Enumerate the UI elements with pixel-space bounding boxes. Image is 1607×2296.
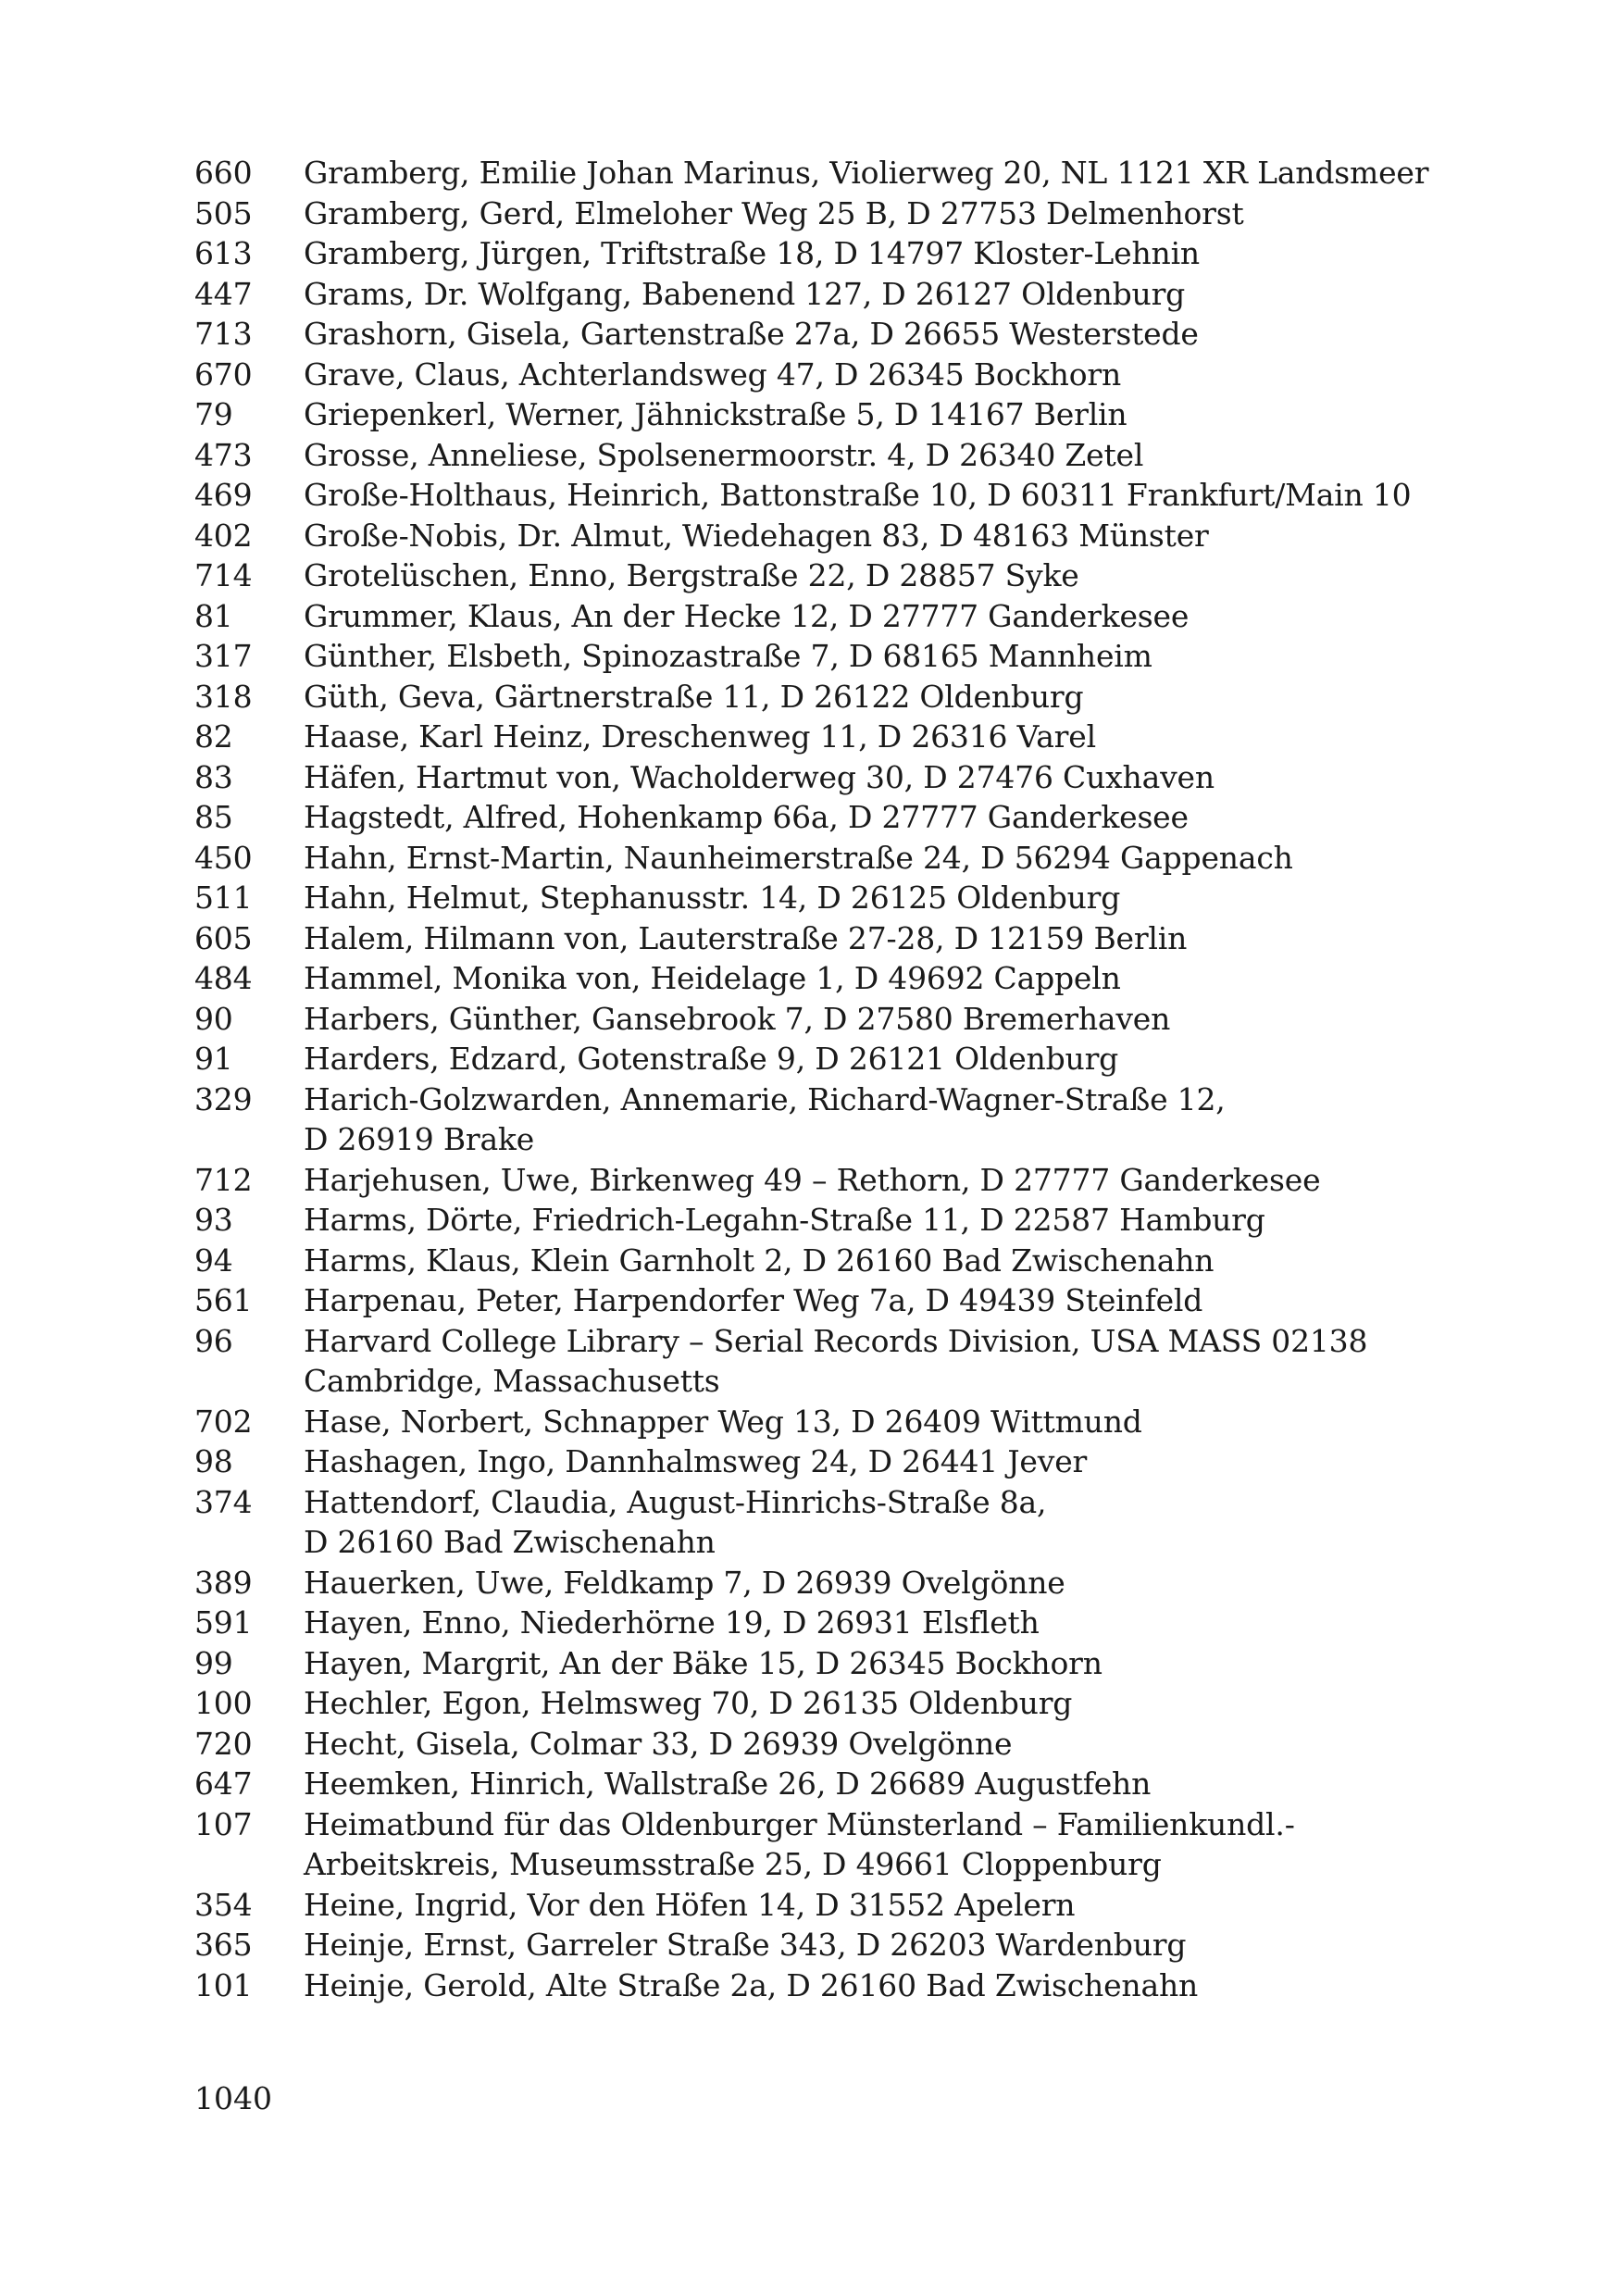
entry-address-line: Große-Nobis, Dr. Almut, Wiedehagen 83, D 48163 Münster	[304, 517, 1209, 554]
entry-address	[304, 274, 1472, 315]
entry-address-line: Grashorn, Gisela, Gartenstraße 27a, D 26655 Westerstede	[304, 316, 1199, 352]
entry-address-line: Harbers, Günther, Gansebrook 7, D 27580 Bremerhaven	[304, 1000, 1171, 1037]
entry-address-line: Harjehusen, Uwe, Birkenweg 49 – Rethorn, D 27777 Ganderkesee	[304, 1161, 1321, 1198]
entry-address-line: Heine, Ingrid, Vor den Höfen 14, D 31552 Apelern	[304, 1886, 1076, 1923]
entry-number: 713	[194, 316, 253, 352]
list-item	[194, 193, 1472, 234]
entry-number: 79	[194, 396, 233, 432]
list-item	[194, 1563, 1472, 1603]
list-item	[194, 233, 1472, 274]
entry-address	[304, 475, 1472, 516]
entry-number: 720	[194, 1725, 253, 1762]
list-item	[194, 516, 1472, 556]
entry-address-line: Arbeitskreis, Museumsstraße 25, D 49661 Cloppenburg	[304, 1846, 1162, 1882]
list-item	[194, 677, 1472, 718]
entry-address-line: Gramberg, Gerd, Elmeloher Weg 25 B, D 27753 Delmenhorst	[304, 194, 1244, 231]
entry-number: 96	[194, 1322, 233, 1359]
entry-address	[304, 918, 1472, 959]
entry-address	[304, 1441, 1472, 1482]
entry-address-line: Grave, Claus, Achterlandsweg 47, D 26345 Bockhorn	[304, 356, 1122, 393]
entry-address-line: Hahn, Helmut, Stephanusstr. 14, D 26125 Oldenburg	[304, 880, 1121, 916]
entry-address	[304, 1965, 1472, 2006]
entry-number: 374	[194, 1483, 253, 1520]
entry-address	[304, 394, 1472, 435]
entry-number: 647	[194, 1766, 253, 1802]
list-item	[194, 1321, 1472, 1402]
entry-address	[304, 233, 1472, 274]
entry-address	[304, 1643, 1472, 1684]
list-item	[194, 1441, 1472, 1482]
entry-number: 613	[194, 235, 253, 271]
entry-address	[304, 757, 1472, 798]
entry-address	[304, 717, 1472, 757]
list-item	[194, 878, 1472, 918]
entry-address-line: Hayen, Enno, Niederhörne 19, D 26931 Elsfleth	[304, 1604, 1040, 1641]
entry-address-line: Hattendorf, Claudia, August-Hinrichs-Straße 8a,	[304, 1483, 1047, 1520]
entry-number: 317	[194, 638, 253, 674]
entry-address	[304, 1160, 1472, 1201]
list-item	[194, 918, 1472, 959]
entry-number: 450	[194, 839, 253, 876]
entry-address	[304, 435, 1472, 476]
entry-address-line: Cambridge, Massachusetts	[304, 1363, 720, 1399]
entry-number: 660	[194, 155, 253, 191]
list-item	[194, 999, 1472, 1040]
list-item	[194, 1402, 1472, 1442]
entry-address-line: Heemken, Hinrich, Wallstraße 26, D 26689 Augustfehn	[304, 1766, 1152, 1802]
entry-address	[304, 958, 1472, 999]
list-item	[194, 838, 1472, 879]
entry-number: 94	[194, 1242, 233, 1279]
list-item	[194, 797, 1472, 838]
entry-number: 511	[194, 880, 253, 916]
list-item	[194, 555, 1472, 596]
list-item	[194, 394, 1472, 435]
entry-address-line: Gramberg, Jürgen, Triftstraße 18, D 14797 Kloster-Lehnin	[304, 235, 1200, 271]
list-item	[194, 717, 1472, 757]
entry-address-line: Haase, Karl Heinz, Dreschenweg 11, D 26316 Varel	[304, 718, 1096, 755]
entry-number: 82	[194, 718, 233, 755]
entry-address	[304, 314, 1472, 355]
entry-number: 100	[194, 1685, 253, 1721]
list-item	[194, 1482, 1472, 1563]
entry-address-line: D 26919 Brake	[304, 1121, 535, 1157]
list-item	[194, 1764, 1472, 1804]
entry-address	[304, 1039, 1472, 1079]
entry-number: 702	[194, 1403, 253, 1440]
list-item	[194, 1280, 1472, 1321]
entry-address-line: Harders, Edzard, Gotenstraße 9, D 26121 Oldenburg	[304, 1041, 1119, 1077]
entry-number: 605	[194, 919, 253, 956]
entry-number: 354	[194, 1886, 253, 1923]
list-item	[194, 958, 1472, 999]
entry-address-line: Heinje, Gerold, Alte Straße 2a, D 26160 Bad Zwischenahn	[304, 1966, 1199, 2003]
entry-address	[304, 1724, 1472, 1765]
entry-address-line: Grummer, Klaus, An der Hecke 12, D 27777 Ganderkesee	[304, 597, 1190, 634]
entry-address	[304, 1280, 1472, 1321]
list-item	[194, 153, 1472, 193]
entry-number: 101	[194, 1966, 253, 2003]
entry-number: 98	[194, 1443, 233, 1479]
entry-address	[304, 1603, 1472, 1643]
entry-number: 93	[194, 1202, 233, 1238]
entry-address	[304, 596, 1472, 637]
entry-address-line: Hase, Norbert, Schnapper Weg 13, D 26409 Wittmund	[304, 1403, 1142, 1440]
entry-address-line: Harvard College Library – Serial Records Division, USA MASS 02138	[304, 1322, 1368, 1359]
entry-address	[304, 1925, 1472, 1965]
entry-address	[304, 555, 1472, 596]
entry-address-line: Hammel, Monika von, Heidelage 1, D 49692 Cappeln	[304, 960, 1121, 996]
entry-address-line: Häfen, Hartmut von, Wacholderweg 30, D 27476 Cuxhaven	[304, 758, 1215, 795]
entry-address-line: Hagstedt, Alfred, Hohenkamp 66a, D 27777 Ganderkesee	[304, 799, 1189, 835]
entry-address	[304, 193, 1472, 234]
list-item	[194, 1643, 1472, 1684]
list-item	[194, 1241, 1472, 1281]
list-item	[194, 1683, 1472, 1724]
list-item	[194, 1200, 1472, 1241]
entry-address-line: Güth, Geva, Gärtnerstraße 11, D 26122 Oldenburg	[304, 678, 1084, 715]
entry-address	[304, 1764, 1472, 1804]
entry-address	[304, 1683, 1472, 1724]
entry-number: 712	[194, 1161, 253, 1198]
entry-address-line: Halem, Hilmann von, Lauterstraße 27-28, D 12159 Berlin	[304, 919, 1188, 956]
entry-number: 447	[194, 275, 253, 312]
entry-number: 83	[194, 758, 233, 795]
entry-number: 591	[194, 1604, 253, 1641]
list-item	[194, 475, 1472, 516]
entry-address-line: Günther, Elsbeth, Spinozastraße 7, D 68165 Mannheim	[304, 638, 1152, 674]
list-item	[194, 757, 1472, 798]
list-item	[194, 355, 1472, 395]
entry-address	[304, 1563, 1472, 1603]
entry-address-line: Grams, Dr. Wolfgang, Babenend 127, D 26127 Oldenburg	[304, 275, 1186, 312]
entry-address-line: Harpenau, Peter, Harpendorfer Weg 7a, D 49439 Steinfeld	[304, 1282, 1203, 1318]
entry-address	[304, 1241, 1472, 1281]
entry-address	[304, 153, 1472, 193]
entry-number: 99	[194, 1644, 233, 1681]
entry-address	[304, 797, 1472, 838]
entry-number: 85	[194, 799, 233, 835]
list-item	[194, 636, 1472, 677]
list-item	[194, 1804, 1472, 1885]
entry-number: 714	[194, 557, 253, 593]
list-item	[194, 596, 1472, 637]
entry-address	[304, 1885, 1472, 1926]
list-item	[194, 1603, 1472, 1643]
entry-number: 402	[194, 517, 253, 554]
entry-address	[304, 516, 1472, 556]
entry-number: 670	[194, 356, 253, 393]
entry-address-line: Heinje, Ernst, Garreler Straße 343, D 26203 Wardenburg	[304, 1927, 1187, 1963]
entry-number: 473	[194, 436, 253, 473]
entry-address-line: Hahn, Ernst-Martin, Naunheimerstraße 24, D 56294 Gappenach	[304, 839, 1293, 876]
entry-number: 469	[194, 477, 253, 513]
entry-address-line: Hauerken, Uwe, Feldkamp 7, D 26939 Ovelgönne	[304, 1564, 1065, 1601]
entry-address-line: Hayen, Margrit, An der Bäke 15, D 26345 Bockhorn	[304, 1644, 1102, 1681]
entry-number: 389	[194, 1564, 253, 1601]
entry-address	[304, 838, 1472, 879]
entry-number: 107	[194, 1805, 253, 1842]
entry-address-line: Grotelüschen, Enno, Bergstraße 22, D 28857 Syke	[304, 557, 1079, 593]
entry-address-line: Harich-Golzwarden, Annemarie, Richard-Wagner-Straße 12,	[304, 1080, 1226, 1117]
list-item	[194, 314, 1472, 355]
entry-address-line: Harms, Dörte, Friedrich-Legahn-Straße 11, D 22587 Hamburg	[304, 1202, 1265, 1238]
list-item	[194, 1079, 1472, 1160]
list-item	[194, 1160, 1472, 1201]
entry-number: 81	[194, 597, 233, 634]
entry-address-line: Heimatbund für das Oldenburger Münsterland – Familienkundl.-	[304, 1805, 1295, 1842]
entry-number: 91	[194, 1041, 233, 1077]
entry-address-line: Harms, Klaus, Klein Garnholt 2, D 26160 Bad Zwischenahn	[304, 1242, 1215, 1279]
entry-number: 90	[194, 1000, 233, 1037]
page-number: 1040	[194, 2080, 272, 2116]
entry-number: 318	[194, 678, 253, 715]
entry-address-line: Große-Holthaus, Heinrich, Battonstraße 10, D 60311 Frankfurt/Main 10	[304, 477, 1412, 513]
entry-address-line: Hecht, Gisela, Colmar 33, D 26939 Ovelgönne	[304, 1725, 1013, 1762]
list-item	[194, 1925, 1472, 1965]
list-item	[194, 1885, 1472, 1926]
entry-address	[304, 1482, 1472, 1563]
entry-address-line: Hechler, Egon, Helmsweg 70, D 26135 Oldenburg	[304, 1685, 1073, 1721]
list-item	[194, 1724, 1472, 1765]
list-item	[194, 435, 1472, 476]
entry-address-line: D 26160 Bad Zwischenahn	[304, 1524, 716, 1560]
entry-address	[304, 999, 1472, 1040]
entry-number: 561	[194, 1282, 253, 1318]
entry-address	[304, 355, 1472, 395]
entry-number: 365	[194, 1927, 253, 1963]
entry-address	[304, 1402, 1472, 1442]
entry-number: 484	[194, 960, 253, 996]
entry-address-line: Hashagen, Ingo, Dannhalmsweg 24, D 26441 Jever	[304, 1443, 1088, 1479]
member-address-list	[194, 153, 1472, 2005]
entry-address	[304, 1804, 1472, 1885]
entry-address-line: Gramberg, Emilie Johan Marinus, Violierweg 20, NL 1121 XR Landsmeer	[304, 155, 1429, 191]
entry-address	[304, 1079, 1472, 1160]
entry-number: 329	[194, 1080, 253, 1117]
entry-address-line: Griepenkerl, Werner, Jähnickstraße 5, D 14167 Berlin	[304, 396, 1127, 432]
list-item	[194, 1965, 1472, 2006]
entry-address	[304, 878, 1472, 918]
entry-address	[304, 636, 1472, 677]
list-item	[194, 1039, 1472, 1079]
entry-address	[304, 1200, 1472, 1241]
entry-address	[304, 677, 1472, 718]
entry-number: 505	[194, 194, 253, 231]
entry-address-line: Grosse, Anneliese, Spolsenermoorstr. 4, D 26340 Zetel	[304, 436, 1144, 473]
entry-address	[304, 1321, 1472, 1402]
list-item	[194, 274, 1472, 315]
